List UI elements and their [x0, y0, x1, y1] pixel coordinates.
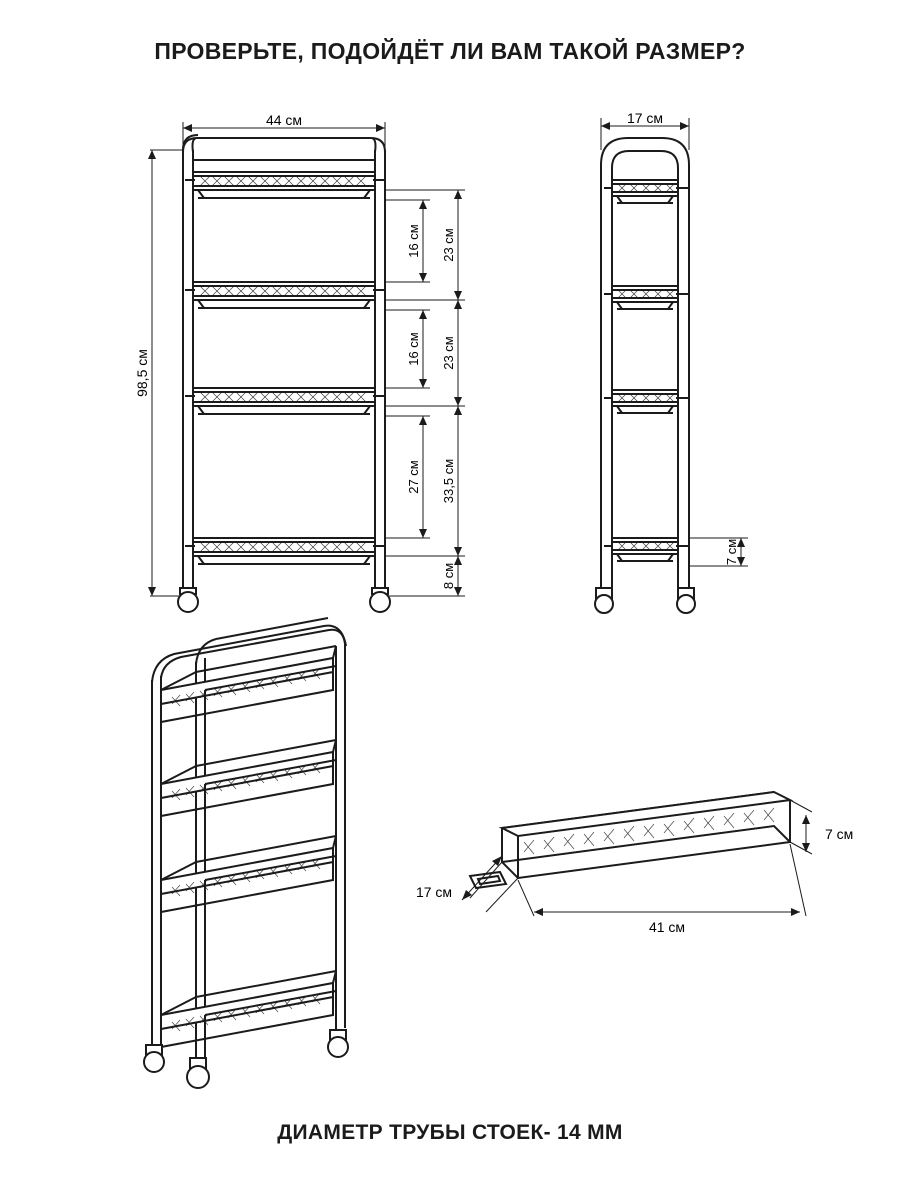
dim-front-width: 44 см — [265, 112, 303, 128]
dim-front-gap2-outer: 23 см — [441, 336, 456, 370]
dim-front-gap2-inner: 16 см — [406, 332, 421, 366]
dim-front-wheel-height: 8 см — [441, 562, 456, 590]
dim-side-basket-height: 7 см — [724, 538, 739, 566]
dim-front-height: 98,5 см — [134, 349, 150, 397]
dim-basket-length: 41 см — [648, 919, 686, 935]
side-basket-2 — [604, 286, 689, 309]
iso-shelf-3 — [161, 836, 336, 912]
side-view — [595, 138, 695, 613]
dim-front-gap3-outer: 33,5 см — [441, 458, 456, 504]
iso-shelf-2 — [161, 740, 336, 816]
dim-front-gap3-inner: 27 см — [406, 460, 421, 494]
side-wheels — [595, 588, 695, 613]
iso-shelf-4 — [161, 971, 336, 1047]
dim-basket-height: 7 см — [825, 826, 854, 842]
basket-detail — [470, 792, 790, 888]
front-wheels — [178, 588, 390, 612]
dim-front-gap1-inner: 16 см — [406, 224, 421, 258]
isometric-view — [144, 618, 348, 1088]
dim-basket-depth: 17 см — [415, 884, 453, 900]
dim-side-depth: 17 см — [626, 110, 664, 126]
side-dimension-labels — [627, 110, 739, 565]
side-basket-3 — [604, 390, 689, 413]
side-basket-1 — [604, 180, 689, 203]
front-view — [178, 135, 390, 612]
iso-shelf-1 — [161, 646, 336, 722]
footer-note: ДИАМЕТР ТРУБЫ СТОЕК- 14 ММ — [277, 1121, 623, 1144]
page-title: ПРОВЕРЬТЕ, ПОДОЙДЁТ ЛИ ВАМ ТАКОЙ РАЗМЕР? — [154, 38, 746, 64]
dim-front-gap1-outer: 23 см — [441, 228, 456, 262]
side-basket-4 — [604, 538, 689, 561]
iso-wheels — [144, 1030, 348, 1088]
